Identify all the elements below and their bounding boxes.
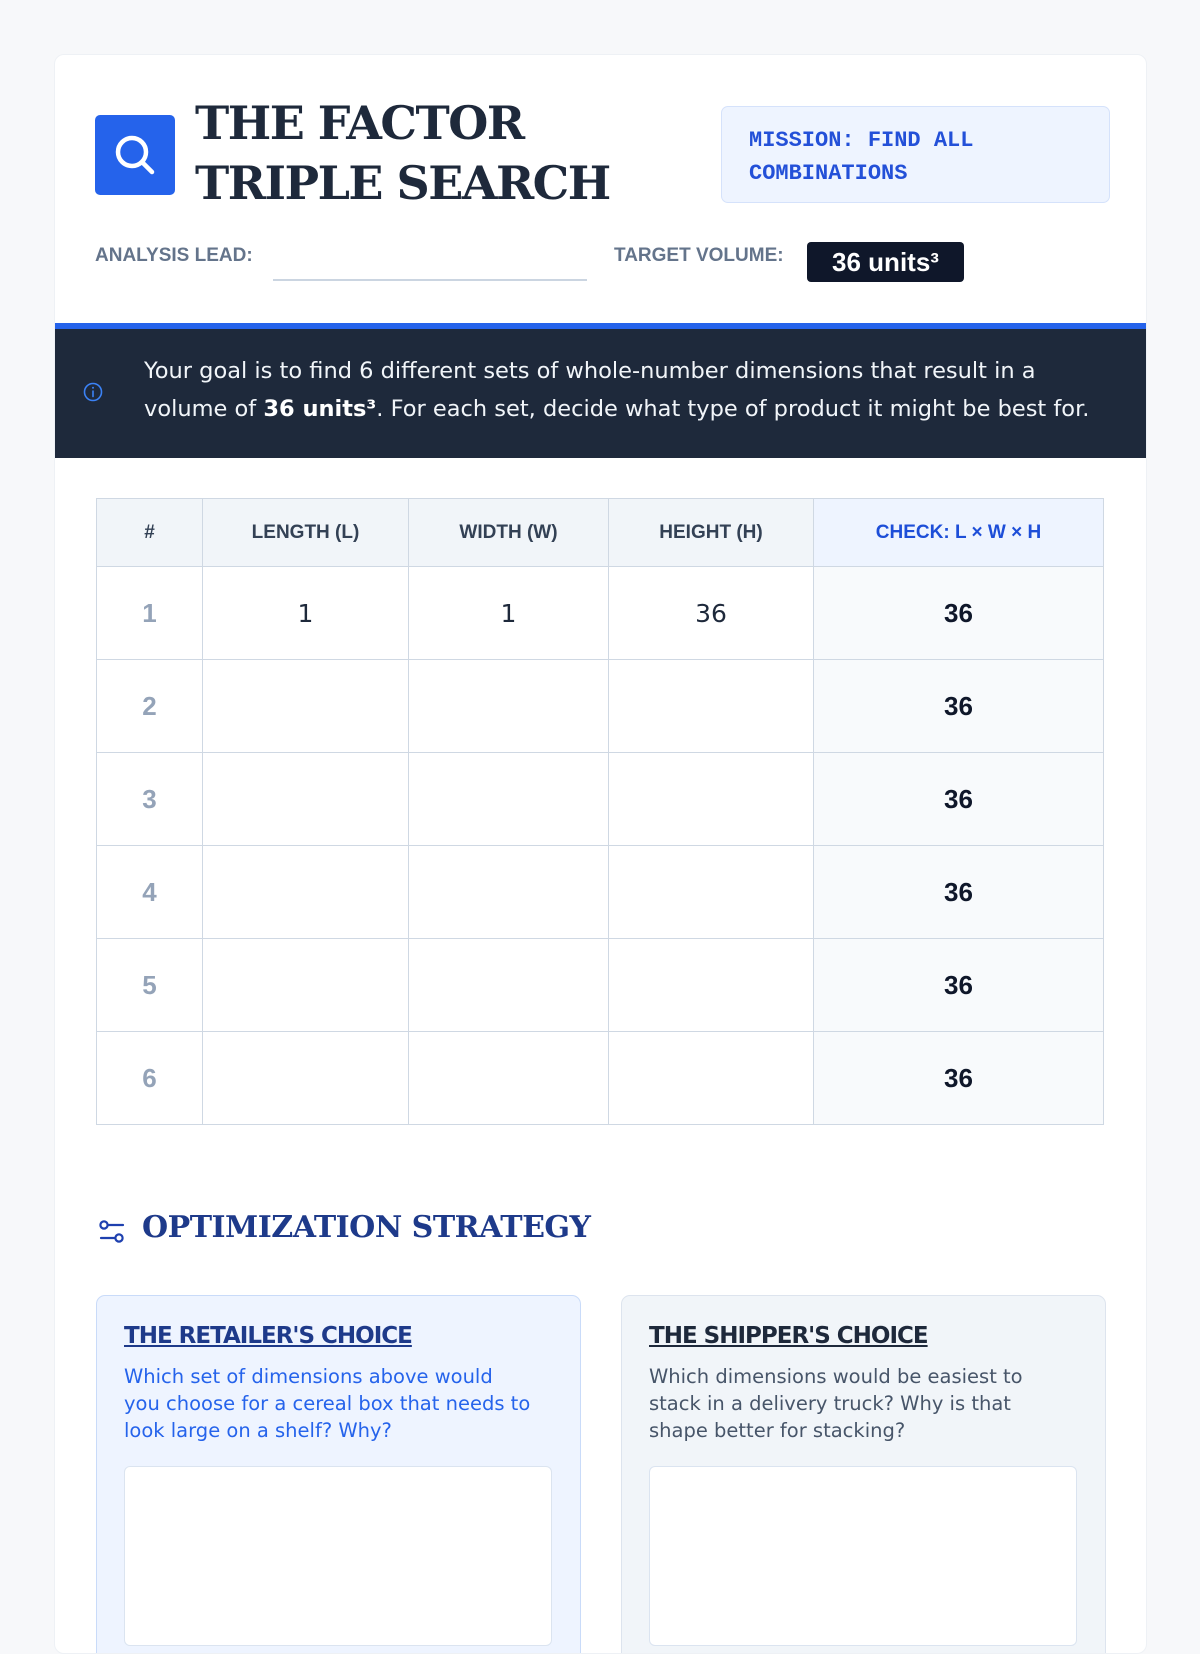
shipper-choice-heading: THE SHIPPER'S CHOICE	[649, 1323, 928, 1349]
instructions-banner	[55, 323, 1146, 458]
worksheet-card	[54, 54, 1147, 1654]
length-cell[interactable]	[203, 1032, 409, 1125]
table-row	[97, 939, 1104, 1032]
shipper-choice-question: Which dimensions would be easiest to stack in a delivery truck? Why is that shape better for stacking?	[649, 1365, 1023, 1442]
height-cell[interactable]	[609, 939, 814, 1032]
table-row	[97, 753, 1104, 846]
table-header-row	[97, 499, 1104, 567]
retailer-choice-question: Which set of dimensions above would you choose for a cereal box that needs to look large on a shelf? Why?	[124, 1365, 531, 1442]
table-row	[97, 660, 1104, 753]
col-header-number: #	[97, 499, 203, 567]
worksheet-header	[55, 55, 1146, 323]
height-cell[interactable]: 36	[609, 567, 814, 660]
width-cell[interactable]: 1	[409, 567, 609, 660]
table-row	[97, 567, 1104, 660]
check-cell: 36	[814, 753, 1104, 846]
instructions-text	[144, 352, 1104, 428]
height-cell[interactable]	[609, 1032, 814, 1125]
col-header-check: CHECK: L × W × H	[814, 499, 1104, 567]
length-cell[interactable]	[203, 660, 409, 753]
col-header-length: LENGTH (L)	[203, 499, 409, 567]
length-cell[interactable]	[203, 939, 409, 1032]
instructions-text-start: Your goal is to find 6 different sets of whole-number dimensions that result in a volume of	[144, 358, 1036, 422]
row-number: 4	[97, 846, 203, 939]
col-header-height: HEIGHT (H)	[609, 499, 814, 567]
height-cell[interactable]	[609, 753, 814, 846]
col-header-width: WIDTH (W)	[409, 499, 609, 567]
check-cell: 36	[814, 846, 1104, 939]
row-number: 5	[97, 939, 203, 1032]
sliders-icon	[97, 1217, 127, 1247]
instructions-text-end: . For each set, decide what type of product it might be best for.	[376, 396, 1090, 422]
retailer-answer-box[interactable]	[124, 1466, 552, 1646]
shipper-answer-box[interactable]	[649, 1466, 1077, 1646]
length-cell[interactable]	[203, 753, 409, 846]
width-cell[interactable]	[409, 846, 609, 939]
check-cell: 36	[814, 939, 1104, 1032]
table-row	[97, 1032, 1104, 1125]
target-volume-badge: 36 units³	[807, 242, 964, 282]
analysis-lead-label: ANALYSIS LEAD:	[95, 245, 253, 266]
height-cell[interactable]	[609, 846, 814, 939]
retailer-choice-heading: THE RETAILER'S CHOICE	[124, 1323, 412, 1349]
row-number: 6	[97, 1032, 203, 1125]
row-number: 2	[97, 660, 203, 753]
width-cell[interactable]	[409, 1032, 609, 1125]
check-cell: 36	[814, 567, 1104, 660]
width-cell[interactable]	[409, 660, 609, 753]
width-cell[interactable]	[409, 753, 609, 846]
dimensions-table	[96, 498, 1104, 1125]
info-icon	[82, 381, 104, 403]
length-cell[interactable]	[203, 846, 409, 939]
length-cell[interactable]: 1	[203, 567, 409, 660]
analysis-lead-field[interactable]	[273, 279, 587, 281]
check-cell: 36	[814, 1032, 1104, 1125]
instructions-volume: 36 units³	[263, 396, 377, 422]
width-cell[interactable]	[409, 939, 609, 1032]
row-number: 1	[97, 567, 203, 660]
retailer-choice-card	[96, 1295, 581, 1654]
page-title: THE FACTOR TRIPLE SEARCH	[195, 96, 610, 210]
section-title: OPTIMIZATION STRATEGY	[142, 1210, 591, 1245]
dimensions-table-wrap	[96, 498, 1104, 1125]
table-row	[97, 846, 1104, 939]
search-logo	[95, 115, 175, 195]
target-volume-label: TARGET VOLUME:	[614, 245, 784, 266]
mission-badge: MISSION: FIND ALL COMBINATIONS	[721, 106, 1110, 203]
check-cell: 36	[814, 660, 1104, 753]
row-number: 3	[97, 753, 203, 846]
height-cell[interactable]	[609, 660, 814, 753]
search-icon	[111, 131, 159, 179]
shipper-choice-card	[621, 1295, 1106, 1654]
